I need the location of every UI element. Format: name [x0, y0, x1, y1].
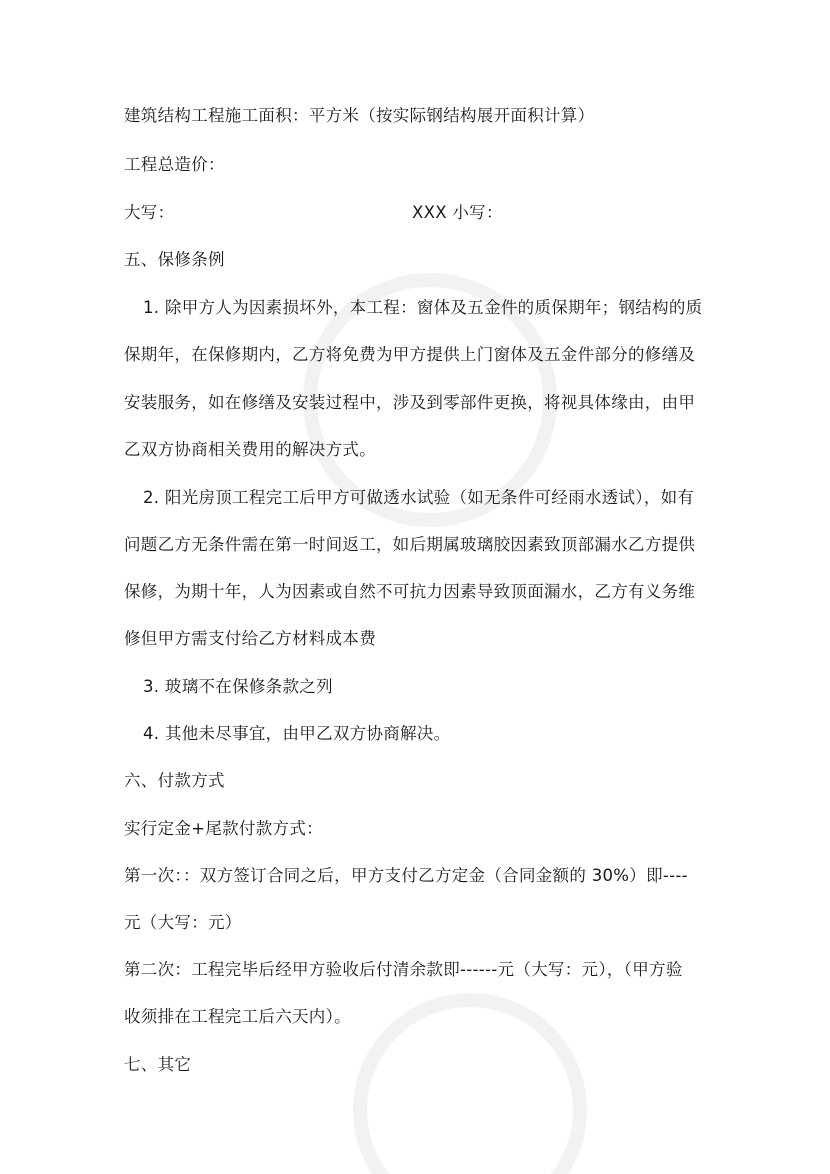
section-heading-payment: 六、付款方式 [124, 771, 225, 790]
warranty-clause-2-line-1: 2. 阳光房顶工程完工后甲方可做透水试验（如无条件可经雨水透试），如有 [143, 488, 695, 507]
payment-first-line-1: 第一次：：双方签订合同之后，甲方支付乙方定金（合同金额的 30%）即---- [124, 866, 688, 885]
warranty-clause-2-line-3: 保修，为期十年，人为因素或自然不可抗力因素导致顶面漏水，乙方有义务维 [124, 582, 696, 601]
section-heading-warranty: 五、保修条例 [124, 250, 225, 269]
warranty-clause-1-line-1: 1. 除甲方人为因素损坏外，本工程：窗体及五金件的质保期年；钢结构的质 [143, 298, 703, 317]
warranty-clause-2-line-4: 修但甲方需支付给乙方材料成本费 [124, 629, 376, 648]
lowercase-amount-label: XXX 小写： [412, 203, 503, 222]
warranty-clause-4: 4. 其他未尽事宜，由甲乙双方协商解决。 [143, 724, 451, 743]
warranty-clause-1-line-3: 安装服务，如在修缮及安装过程中，涉及到零部件更换，将视具体缘由，由甲 [124, 393, 696, 412]
construction-area-line: 建筑结构工程施工面积：平方米（按实际钢结构展开面积计算） [124, 106, 595, 125]
payment-second-line-2: 收须排在工程完工后六天内）。 [124, 1007, 351, 1026]
amount-words-row [124, 201, 503, 225]
warranty-clause-1-line-4: 乙双方协商相关费用的解决方式。 [124, 440, 376, 459]
uppercase-amount-label: 大写： [124, 203, 175, 222]
payment-method-intro: 实行定金+尾款付款方式： [124, 819, 323, 838]
section-heading-other: 七、其它 [124, 1055, 192, 1074]
total-cost-label: 工程总造价： [124, 155, 225, 174]
warranty-clause-2-line-2: 问题乙方无条件需在第一时间返工，如后期属玻璃胶因素致顶部漏水乙方提供 [124, 535, 696, 554]
warranty-clause-3: 3. 玻璃不在保修条款之列 [143, 677, 333, 696]
payment-second-line-1: 第二次：工程完毕后经甲方验收后付清余款即------元（大写：元），（甲方验 [124, 960, 683, 979]
payment-first-line-2: 元（大写：元） [124, 913, 242, 932]
warranty-clause-1-line-2: 保期年，在保修期内，乙方将免费为甲方提供上门窗体及五金件部分的修缮及 [124, 345, 696, 364]
